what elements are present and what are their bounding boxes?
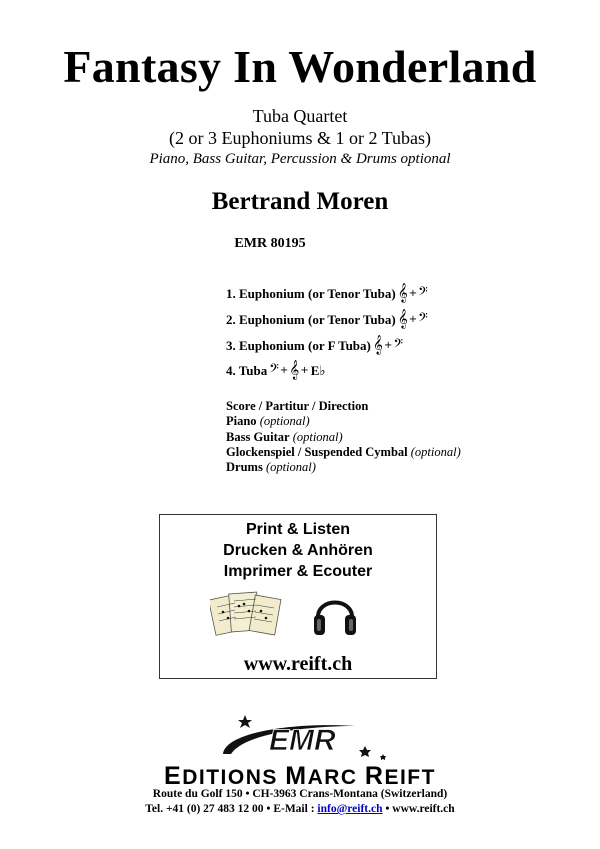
publisher-name-initial: M [285, 762, 308, 790]
sheet-music-icon [210, 587, 285, 642]
extra-name: Bass Guitar [226, 430, 290, 444]
bass-clef-icon: 𝄢 [418, 310, 428, 328]
extra-name: Score / Partitur / Direction [226, 399, 369, 413]
treble-clef-icon: 𝄞 [397, 309, 408, 329]
publisher-name-part: EIFT [384, 766, 436, 789]
extra-name: Drums [226, 460, 263, 474]
extra-item [226, 399, 368, 414]
publisher-name-part: DITIONS [182, 766, 286, 789]
promo-line: Imprimer & Ecouter [223, 563, 373, 580]
emr-logo [205, 712, 390, 762]
publisher-address: Route du Golf 150 • CH-3963 Crans-Montana (Switzerland) [152, 788, 448, 800]
headphones-icon [310, 585, 360, 643]
extra-name: Piano [226, 414, 257, 428]
extra-optional: (optional) [292, 430, 343, 444]
publisher-name-initial: E [164, 762, 183, 790]
extra-item [226, 445, 461, 460]
bass-clef-icon: 𝄢 [269, 361, 279, 379]
page-title: Fantasy In Wonderland [63, 41, 537, 92]
composer-name: Bertrand Moren [211, 188, 389, 215]
part-line: 1. Euphonium (or Tenor Tuba) 𝄞 + 𝄢 [226, 283, 428, 303]
part-label: 3. Euphonium (or F Tuba) [226, 337, 371, 353]
contact-phone: Tel. +41 (0) 27 483 12 00 • E-Mail : [145, 803, 318, 815]
extra-item [226, 414, 310, 429]
promo-line: Drucken & Anhören [223, 542, 373, 559]
part-label: 4. Tuba [226, 362, 268, 378]
publisher-name-initial: R [364, 762, 385, 790]
part-label: 2. Euphonium (or Tenor Tuba) [226, 311, 396, 327]
publisher-name-part: ARC [307, 766, 365, 789]
subtitle: Tuba Quartet [252, 106, 348, 126]
promo-line: Print & Listen [245, 521, 350, 538]
instrumentation: (2 or 3 Euphoniums & 1 or 2 Tubas) [168, 128, 431, 148]
extra-optional: (optional) [259, 414, 310, 428]
bass-clef-icon: 𝄢 [418, 284, 428, 302]
key-label: E♭ [310, 362, 326, 378]
catalog-number: EMR 80195 [234, 236, 306, 251]
treble-clef-icon: 𝄞 [372, 335, 383, 355]
extra-optional: (optional) [410, 445, 461, 459]
extra-name: Glockenspiel / Suspended Cymbal [226, 445, 408, 459]
part-line: 4. Tuba 𝄢 + 𝄞 + E♭ [226, 360, 326, 380]
treble-clef-icon: 𝄞 [289, 360, 300, 380]
extra-item [226, 460, 316, 475]
optional-note: Piano, Bass Guitar, Percussion & Drums optional [149, 151, 451, 167]
contact-website: • www.reift.ch [382, 803, 455, 815]
part-label: 1. Euphonium (or Tenor Tuba) [226, 285, 396, 301]
promo-url-link[interactable]: www.reift.ch [243, 653, 353, 675]
email-link[interactable]: info@reift.ch [317, 803, 383, 815]
publisher-name [0, 762, 600, 791]
bass-clef-icon: 𝄢 [393, 336, 403, 354]
treble-clef-icon: 𝄞 [397, 283, 408, 303]
extra-item [226, 430, 343, 445]
print-listen-box[interactable] [159, 514, 437, 679]
emr-logo-text: EMR [269, 724, 336, 757]
extra-optional: (optional) [265, 460, 316, 474]
part-line: 2. Euphonium (or Tenor Tuba) 𝄞 + 𝄢 [226, 309, 428, 329]
publisher-contact [0, 803, 600, 815]
part-line: 3. Euphonium (or F Tuba) 𝄞 + 𝄢 [226, 335, 403, 355]
